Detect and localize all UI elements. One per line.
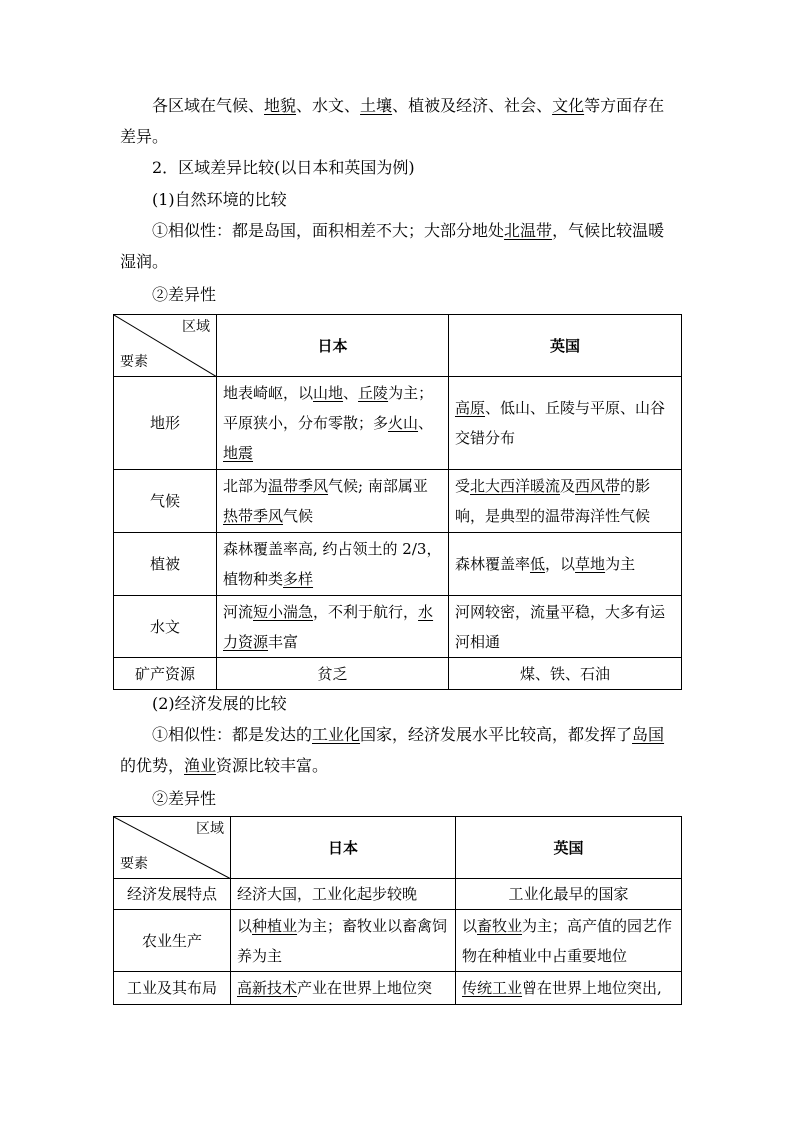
natural-comparison-table bbox=[113, 314, 682, 690]
corner-cell bbox=[114, 817, 231, 879]
row-label-agriculture: 农业生产 bbox=[114, 910, 231, 972]
similarity-paragraph-economy: ①相似性：都是发达的工业化国家，经济发展水平比较高，都发挥了岛国的优势，渔业资源比较丰富。 bbox=[120, 725, 665, 775]
difference-heading-natural: ②差异性 bbox=[152, 285, 217, 304]
cell-uk-terrain: 高原、低山、丘陵与平原、山谷交错分布 bbox=[449, 377, 682, 470]
cell-uk-vegetation: 森林覆盖率低，以草地为主 bbox=[449, 533, 682, 596]
row-label-economic-features: 经济发展特点 bbox=[114, 879, 231, 910]
table-row bbox=[114, 377, 682, 470]
cell-japan-terrain: 地表崎岖，以山地、丘陵为主；平原狭小，分布零散；多火山、地震 bbox=[217, 377, 449, 470]
corner-element-label: 要素 bbox=[120, 856, 148, 872]
row-label-hydrology: 水文 bbox=[114, 596, 217, 658]
corner-region-label: 区域 bbox=[182, 319, 210, 335]
table-row bbox=[114, 533, 682, 596]
similarity-paragraph-natural: ①相似性：都是岛国，面积相差不大；大部分地处北温带，气候比较温暖湿润。 bbox=[120, 221, 665, 271]
subsection-heading-natural: (1)自然环境的比较 bbox=[152, 190, 287, 209]
table-header-row bbox=[114, 315, 682, 377]
corner-region-label: 区域 bbox=[196, 821, 224, 837]
corner-cell bbox=[114, 315, 217, 377]
cell-japan-hydrology: 河流短小湍急，不利于航行，水力资源丰富 bbox=[217, 596, 449, 658]
corner-element-label: 要素 bbox=[120, 354, 148, 370]
table-row bbox=[114, 658, 682, 690]
row-label-minerals: 矿产资源 bbox=[114, 658, 217, 690]
column-header-uk: 英国 bbox=[449, 315, 682, 377]
table-header-row bbox=[114, 817, 682, 879]
column-header-japan: 日本 bbox=[231, 817, 456, 879]
section-heading-2: 2．区域差异比较(以日本和英国为例) bbox=[152, 158, 415, 177]
row-label-climate: 气候 bbox=[114, 470, 217, 533]
intro-paragraph-1: 各区域在气候、地貌、水文、土壤、植被及经济、社会、文化等方面存在差异。 bbox=[120, 96, 665, 146]
economy-comparison-table bbox=[113, 816, 682, 1005]
cell-uk-hydrology: 河网较密，流量平稳，大多有运河相通 bbox=[449, 596, 682, 658]
cell-uk-climate: 受北大西洋暖流及西风带的影响，是典型的温带海洋性气候 bbox=[449, 470, 682, 533]
subsection-heading-economy: (2)经济发展的比较 bbox=[152, 694, 287, 713]
column-header-uk: 英国 bbox=[456, 817, 682, 879]
table-row bbox=[114, 596, 682, 658]
cell-uk-economic-features: 工业化最早的国家 bbox=[456, 879, 682, 910]
row-label-industry: 工业及其布局 bbox=[114, 972, 231, 1005]
table-row bbox=[114, 470, 682, 533]
cell-japan-agriculture: 以种植业为主；畜牧业以畜禽饲养为主 bbox=[231, 910, 456, 972]
difference-heading-economy: ②差异性 bbox=[152, 789, 217, 808]
cell-uk-minerals: 煤、铁、石油 bbox=[449, 658, 682, 690]
table-row bbox=[114, 972, 682, 1005]
row-label-terrain: 地形 bbox=[114, 377, 217, 470]
column-header-japan: 日本 bbox=[217, 315, 449, 377]
cell-japan-economic-features: 经济大国，工业化起步较晚 bbox=[231, 879, 456, 910]
cell-japan-vegetation: 森林覆盖率高, 约占领土的 2/3，植物种类多样 bbox=[217, 533, 449, 596]
cell-uk-industry: 传统工业曾在世界上地位突出, bbox=[456, 972, 682, 1005]
cell-japan-industry: 高新技术产业在世界上地位突 bbox=[231, 972, 456, 1005]
cell-uk-agriculture: 以畜牧业为主；高产值的园艺作物在种植业中占重要地位 bbox=[456, 910, 682, 972]
cell-japan-climate: 北部为温带季风气候; 南部属亚热带季风气候 bbox=[217, 470, 449, 533]
table-row bbox=[114, 879, 682, 910]
row-label-vegetation: 植被 bbox=[114, 533, 217, 596]
cell-japan-minerals: 贫乏 bbox=[217, 658, 449, 690]
table-row bbox=[114, 910, 682, 972]
